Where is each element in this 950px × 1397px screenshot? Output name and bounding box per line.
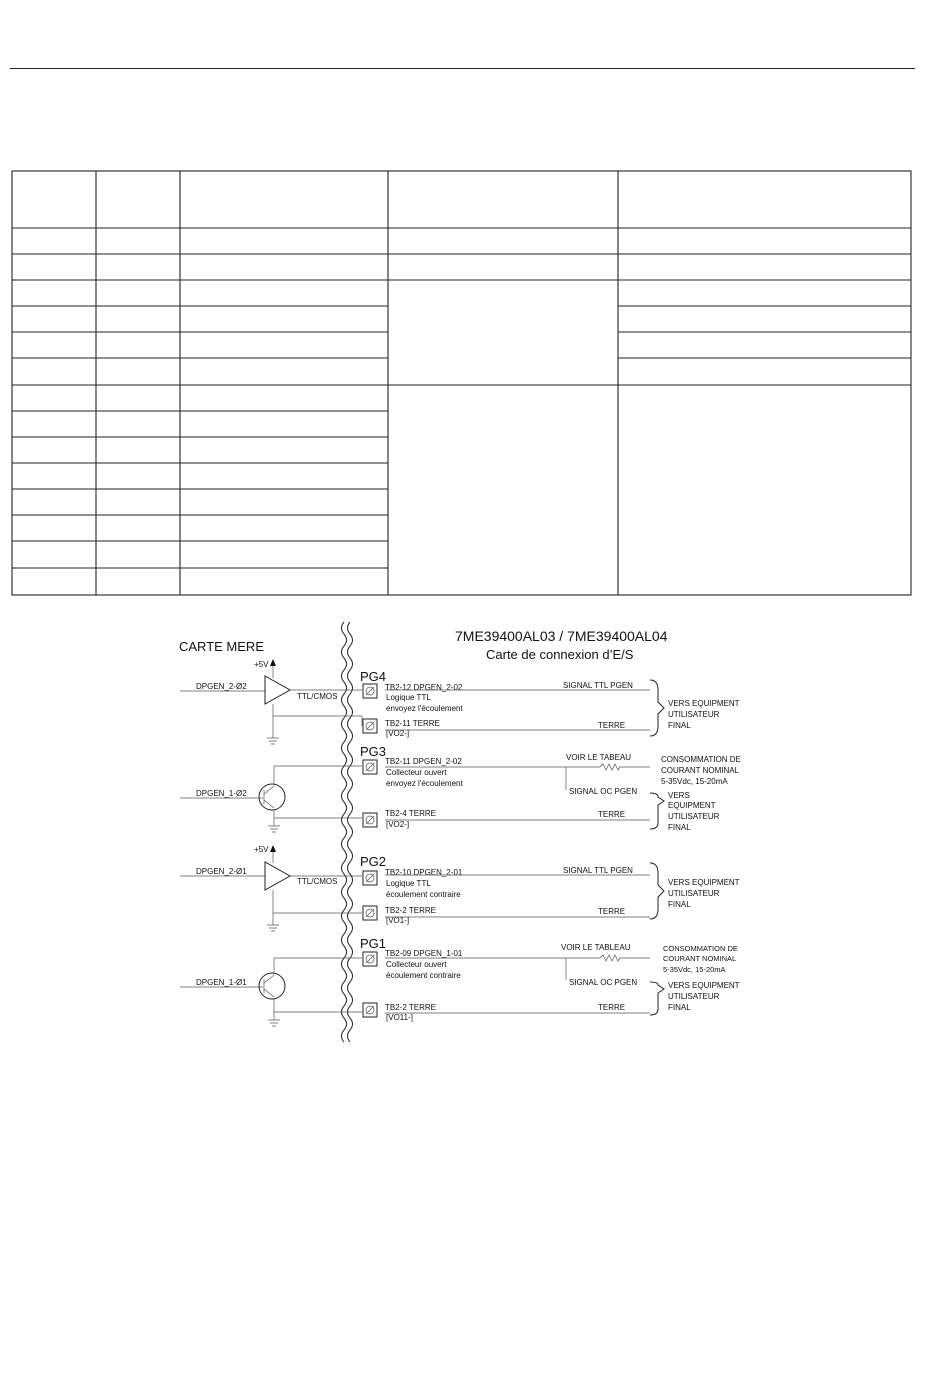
cons3: 5-35Vdc, 15-20mA bbox=[663, 965, 726, 974]
supply-arrow-icon bbox=[270, 659, 276, 666]
terminal-signal: TB2-12 DPGEN_2-02 bbox=[385, 683, 463, 692]
terminal-ground: TB2-2 TERRE bbox=[385, 1003, 436, 1012]
ground-label: TERRE bbox=[598, 810, 626, 819]
ground-icon bbox=[267, 738, 279, 744]
brace bbox=[650, 863, 664, 919]
ground-icon bbox=[268, 1020, 280, 1026]
desc2: envoyez l'écoulement bbox=[386, 704, 463, 713]
desc2: écoulement contraire bbox=[386, 971, 461, 980]
ttl-cmos-label: TTL/CMOS bbox=[297, 692, 338, 701]
right-title: 7ME39400AL03 / 7ME39400AL04 bbox=[455, 628, 668, 644]
brace bbox=[650, 793, 664, 829]
pg-label: PG3 bbox=[360, 744, 387, 759]
brace bbox=[650, 680, 664, 736]
ground-label: TERRE bbox=[598, 721, 626, 730]
cons1: CONSOMMATION DE bbox=[661, 755, 741, 764]
pg-label: PG1 bbox=[360, 936, 387, 951]
terminal-signal: TB2-09 DPGEN_1-01 bbox=[385, 949, 463, 958]
plus5v-label: +5V bbox=[254, 660, 269, 669]
terminal-ground: TB2-11 TERRE bbox=[385, 719, 440, 728]
ground-label: TERRE bbox=[598, 1003, 626, 1012]
ground-ref: [VO2-] bbox=[386, 820, 410, 829]
ground-label: TERRE bbox=[598, 907, 626, 916]
cons1: CONSOMMATION DE bbox=[663, 944, 738, 953]
ground-ref: [VO1-] bbox=[386, 916, 410, 925]
dest1: VERS EQUIPMENT bbox=[668, 878, 740, 887]
desc1: Logique TTL bbox=[386, 693, 431, 702]
channel-pg2 bbox=[180, 845, 740, 931]
dest2: UTILISATEUR bbox=[668, 710, 720, 719]
signal-label: SIGNAL TTL PGEN bbox=[563, 866, 633, 875]
dest2: EQUIPMENT bbox=[668, 801, 716, 810]
cons3: 5-35Vdc, 15-20mA bbox=[661, 777, 728, 786]
signal-label: SIGNAL OC PGEN bbox=[569, 978, 638, 987]
source-label: DPGEN_1-Ø1 bbox=[196, 978, 247, 987]
source-label: DPGEN_2-Ø2 bbox=[196, 682, 247, 691]
cons2: COURANT NOMINAL bbox=[661, 766, 740, 775]
signal-label: SIGNAL TTL PGEN bbox=[563, 681, 633, 690]
resistor-icon bbox=[600, 955, 650, 961]
ground-ref: [VO11-] bbox=[386, 1013, 413, 1022]
dest4: FINAL bbox=[668, 823, 691, 832]
terminal-ground: TB2-2 TERRE bbox=[385, 906, 436, 915]
source-label: DPGEN_2-Ø1 bbox=[196, 867, 247, 876]
dest3: UTILISATEUR bbox=[668, 812, 720, 821]
dest1: VERS bbox=[668, 791, 690, 800]
resistor-icon bbox=[600, 764, 650, 770]
dest3: FINAL bbox=[668, 1003, 691, 1012]
desc1: Collecteur ouvert bbox=[386, 960, 447, 969]
pg-label: PG2 bbox=[360, 854, 387, 869]
desc1: Logique TTL bbox=[386, 879, 431, 888]
source-label: DPGEN_1-Ø2 bbox=[196, 789, 247, 798]
dest3: FINAL bbox=[668, 721, 691, 730]
brace bbox=[650, 982, 664, 1015]
channel-pg4 bbox=[180, 659, 740, 744]
right-subtitle: Carte de connexion d’E/S bbox=[486, 647, 634, 662]
dest1: VERS EQUIPMENT bbox=[668, 699, 740, 708]
left-title: CARTE MERE bbox=[179, 639, 264, 654]
dest1: VERS EQUIPMENT bbox=[668, 981, 740, 990]
ground-icon bbox=[268, 826, 280, 832]
desc2: envoyez l'écoulement bbox=[386, 779, 463, 788]
channel-pg3 bbox=[180, 744, 741, 832]
desc1: Collecteur ouvert bbox=[386, 768, 447, 777]
break-line bbox=[348, 622, 353, 1042]
ground-ref: [VO2-] bbox=[386, 729, 410, 738]
break-line bbox=[342, 622, 347, 1042]
terminal-signal: TB2-10 DPGEN_2-01 bbox=[385, 868, 463, 877]
terminal-ground: TB2-4 TERRE bbox=[385, 809, 436, 818]
plus5v-label: +5V bbox=[254, 845, 269, 854]
buffer-icon bbox=[265, 676, 290, 704]
signal-label: SIGNAL OC PGEN bbox=[569, 787, 638, 796]
desc2: écoulement contraire bbox=[386, 890, 461, 899]
voir-label: VOIR LE TABLEAU bbox=[561, 943, 631, 952]
supply-arrow-icon bbox=[270, 845, 276, 852]
ttl-cmos-label: TTL/CMOS bbox=[297, 877, 338, 886]
cons2: COURANT NOMINAL bbox=[663, 954, 737, 963]
pg-label: PG4 bbox=[360, 669, 387, 684]
ground-icon bbox=[267, 925, 279, 931]
voir-label: VOIR LE TABEAU bbox=[566, 753, 632, 762]
dest2: UTILISATEUR bbox=[668, 992, 720, 1001]
buffer-icon bbox=[265, 862, 290, 890]
terminal-signal: TB2-11 DPGEN_2-02 bbox=[385, 757, 462, 766]
dest3: FINAL bbox=[668, 900, 691, 909]
dest2: UTILISATEUR bbox=[668, 889, 720, 898]
channel-pg1 bbox=[180, 936, 740, 1026]
